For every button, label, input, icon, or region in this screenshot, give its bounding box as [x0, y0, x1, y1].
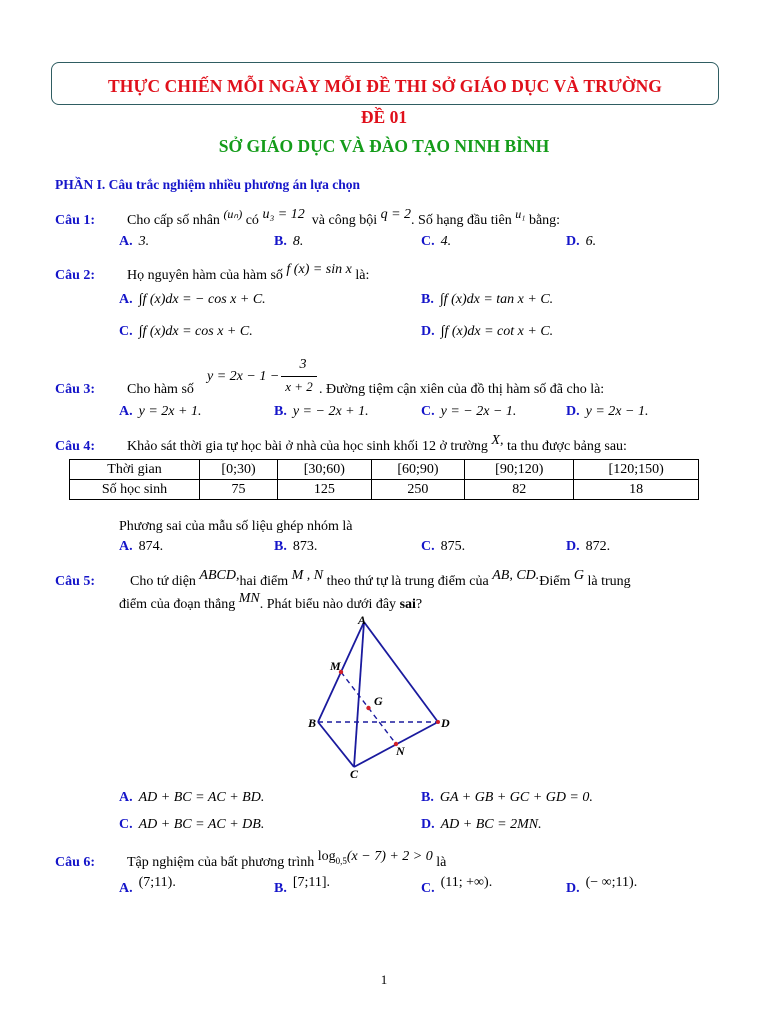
label-g: G — [374, 694, 383, 708]
table-header-time: Thời gian — [70, 460, 200, 480]
question-2-stem — [127, 262, 370, 284]
label-n: N — [396, 744, 405, 758]
frequency-table — [69, 459, 699, 500]
q4-math-school: X, — [491, 433, 504, 448]
q5-text-1: Cho tứ diện — [130, 574, 196, 589]
q2-option-c[interactable]: C. ∫f (x)dx = cos x + C. — [119, 324, 253, 339]
q1-option-b[interactable]: B. 8. — [274, 234, 304, 249]
question-5-stem-line2 — [119, 591, 423, 613]
q1-math-u3: u₃ = 12 — [262, 207, 305, 222]
table-header-students: Số học sinh — [70, 480, 200, 500]
q5-text-4: Điểm — [539, 574, 571, 589]
q3-option-a[interactable]: A. y = 2x + 1. — [119, 404, 202, 419]
page-number: 1 — [380, 972, 388, 987]
q6-text-1: Tập nghiệm của bất phương trình — [127, 855, 315, 870]
q4-text-2: ta thu được bảng sau: — [506, 439, 627, 454]
question-1-stem — [127, 207, 561, 229]
table-cell-interval: [60;90) — [371, 460, 465, 480]
q5-text-5: là trung — [587, 574, 631, 589]
q5-option-a[interactable]: A. AD + BC = AC + BD. — [119, 790, 265, 805]
table-row-intervals — [70, 460, 699, 480]
table-cell-count: 125 — [278, 480, 372, 500]
vertex-d-dot — [436, 720, 440, 724]
exam-source: SỞ GIÁO DỤC VÀ ĐÀO TẠO NINH BÌNH — [218, 136, 550, 156]
header-title: THỰC CHIẾN MỖI NGÀY MỖI ĐỀ THI SỞ GIÁO DỤC VÀ TRƯỜNG — [107, 76, 663, 96]
exam-number: ĐỀ 01 — [360, 107, 408, 127]
q3-option-b[interactable]: B. y = − 2x + 1. — [274, 404, 369, 419]
q5-math-points: M , N — [291, 568, 324, 583]
q5-text-2: hai điểm — [239, 574, 289, 589]
q3-math-denominator: x + 2 — [285, 379, 313, 394]
question-5-label: Câu 5: — [55, 574, 96, 589]
q5-math-tetrahedron: ABCD, — [199, 568, 240, 583]
q4-option-b[interactable]: B. 873. — [274, 539, 318, 554]
q3-math-numerator: 3 — [299, 357, 307, 372]
question-2-label: Câu 2: — [55, 268, 96, 283]
q1-math-u1: u₁ — [515, 207, 526, 221]
edge-bc — [318, 722, 354, 767]
q1-text-2: có — [245, 213, 259, 228]
q1-option-c[interactable]: C. 4. — [421, 234, 452, 249]
q4-option-d[interactable]: D. 872. — [566, 539, 611, 554]
label-a: A — [358, 613, 367, 627]
q1-math-sequence: (uₙ) — [223, 207, 243, 221]
q4-text-1: Khảo sát thời gia tự học bài ở nhà của học sinh khối 12 ở trường — [127, 439, 488, 454]
q1-text-3: và công bội — [311, 213, 378, 228]
q5-option-d[interactable]: D. AD + BC = 2MN. — [421, 817, 542, 832]
q4-option-c[interactable]: C. 875. — [421, 539, 466, 554]
label-d: D — [441, 716, 450, 730]
table-cell-count: 82 — [465, 480, 574, 500]
table-cell-count: 75 — [200, 480, 278, 500]
q4-option-a[interactable]: A. 874. — [119, 539, 164, 554]
q3-option-d[interactable]: D. y = 2x − 1. — [566, 404, 649, 419]
q3-math-lhs: y = 2x − 1 − — [207, 369, 280, 384]
question-5-stem-line1 — [130, 568, 631, 590]
q1-text-4: . Số hạng đầu tiên — [411, 213, 512, 228]
q6-option-a[interactable]: A. (7;11). — [119, 875, 176, 896]
q5-text-3: theo thứ tự là trung điểm của — [326, 574, 489, 589]
q3-text-1: Cho hàm số — [127, 382, 194, 397]
q1-option-d[interactable]: D. 6. — [566, 234, 597, 249]
q2-text-2: là: — [355, 268, 370, 283]
q2-option-b[interactable]: B. ∫f (x)dx = tan x + C. — [421, 292, 554, 307]
q5-math-g: G — [573, 568, 585, 583]
q1-option-a[interactable]: A. 3. — [119, 234, 150, 249]
q3-option-c[interactable]: C. y = − 2x − 1. — [421, 404, 517, 419]
q2-math-function: f (x) = sin x — [286, 262, 352, 277]
q6-option-c[interactable]: C. (11; +∞). — [421, 875, 493, 896]
q4-prompt: Phương sai của mẫu số liệu ghép nhóm là — [119, 519, 353, 534]
tetrahedron-figure — [306, 612, 456, 782]
question-1-label: Câu 1: — [55, 213, 96, 228]
table-cell-count: 18 — [574, 480, 699, 500]
q6-math-inequality: $\log_{0,5}(x - 7) + 2 > 0$ — [317, 849, 433, 866]
q2-option-d[interactable]: D. ∫f (x)dx = cot x + C. — [421, 324, 554, 339]
table-cell-interval: [90;120) — [465, 460, 574, 480]
q5-option-b[interactable]: B. GA + GB + GC + GD = 0. — [421, 790, 593, 805]
q1-math-ratio: q = 2 — [380, 207, 412, 222]
table-cell-interval: [30;60) — [278, 460, 372, 480]
q1-text-5: bằng: — [528, 213, 561, 228]
q5-math-mn: MN — [238, 591, 260, 606]
q5-math-segments: AB, CD. — [492, 568, 540, 583]
q5-line2-question-mark: ? — [415, 597, 423, 612]
table-cell-count: 250 — [371, 480, 465, 500]
q6-option-b[interactable]: B. [7;11]. — [274, 875, 331, 896]
question-4-stem — [127, 433, 627, 455]
point-g — [366, 706, 370, 710]
q3-fraction-bar — [281, 376, 317, 377]
label-m: M — [330, 659, 341, 673]
section-title: PHẦN I. Câu trắc nghiệm nhiều phương án lựa chọn — [55, 177, 360, 192]
question-4-label: Câu 4: — [55, 439, 96, 454]
q5-emphasis-false: sai — [399, 597, 416, 612]
label-c: C — [350, 767, 359, 781]
q5-line2-text-b: . Phát biểu nào dưới đây — [259, 597, 397, 612]
question-6-stem — [127, 849, 447, 872]
q2-text-1: Họ nguyên hàm của hàm số — [127, 268, 283, 283]
q6-text-2: là — [436, 855, 447, 870]
q2-option-a[interactable]: A. ∫f (x)dx = − cos x + C. — [119, 292, 266, 307]
question-3-label: Câu 3: — [55, 382, 96, 397]
q1-text-1: Cho cấp số nhân — [127, 213, 220, 228]
q5-option-c[interactable]: C. AD + BC = AC + DB. — [119, 817, 265, 832]
table-row-counts — [70, 480, 699, 500]
table-cell-interval: [120;150) — [574, 460, 699, 480]
label-b: B — [308, 716, 317, 730]
question-6-label: Câu 6: — [55, 855, 96, 870]
q5-line2-text: điểm của đoạn thẳng — [119, 597, 236, 612]
table-cell-interval: [0;30) — [200, 460, 278, 480]
q6-option-d[interactable]: D. (− ∞;11). — [566, 875, 638, 896]
q3-text-2: . Đường tiệm cận xiên của đồ thị hàm số đã cho là: — [319, 382, 605, 397]
